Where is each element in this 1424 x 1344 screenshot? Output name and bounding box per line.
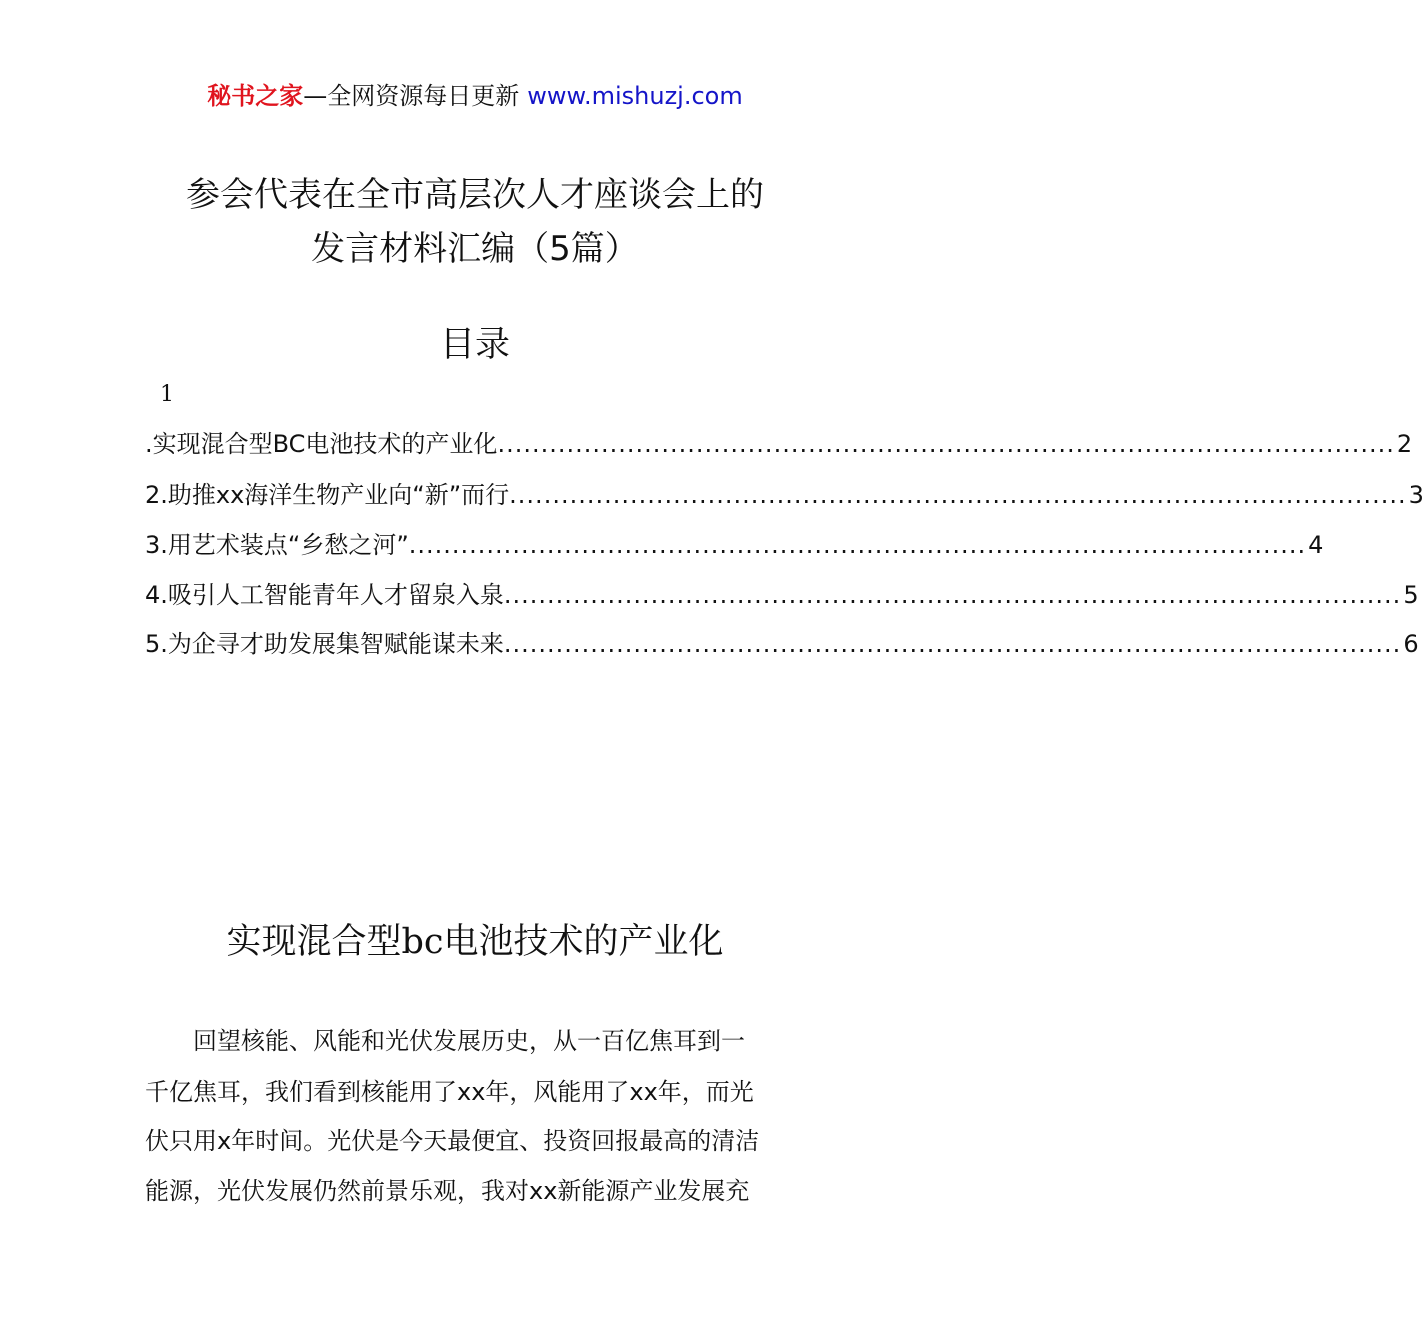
toc-leader-dots: ........................................................................................................ bbox=[408, 531, 1307, 559]
toc-item[interactable] bbox=[145, 423, 1413, 459]
article-title-part: 实现混合型 bbox=[226, 922, 402, 962]
site-slogan: —全网资源每日更新 bbox=[303, 82, 520, 110]
document-title-line-2: 发言材料汇编（5篇） bbox=[311, 229, 639, 269]
body-line: 回望核能、风能和光伏发展历史，从一百亿焦耳到一 bbox=[145, 1027, 745, 1055]
article-title bbox=[0, 918, 950, 966]
body-line: 千亿焦耳，我们看到核能用了xx年，风能用了xx年，而光 bbox=[145, 1078, 754, 1106]
article-title-part: 电池技术的产业化 bbox=[443, 922, 724, 962]
toc-item[interactable] bbox=[145, 524, 1324, 560]
toc-item-page: 5 bbox=[1403, 581, 1419, 609]
toc-leader-dots: ........................................................................................................ bbox=[503, 630, 1402, 658]
toc-item-page: 6 bbox=[1403, 630, 1419, 658]
toc-item-text: 2.助推xx海洋生物产业向“新”而行 bbox=[145, 481, 510, 509]
toc-item-page: 2 bbox=[1396, 430, 1413, 458]
toc-leader-dots: ........................................................................................................ bbox=[497, 430, 1395, 458]
article-title-part: bc bbox=[401, 922, 444, 962]
toc-item[interactable] bbox=[145, 474, 1424, 510]
site-banner bbox=[0, 80, 950, 112]
site-url-link[interactable]: www.mishuzj.com bbox=[527, 82, 743, 110]
site-brand: 秘书之家 bbox=[207, 82, 304, 110]
toc-item-text: .实现混合型BC电池技术的产业化 bbox=[145, 430, 498, 458]
toc-item-page: 4 bbox=[1308, 531, 1324, 559]
toc-item[interactable] bbox=[145, 623, 1419, 659]
toc-heading: 目录 bbox=[439, 325, 510, 365]
toc-item-text: 3.用艺术装点“乡愁之河” bbox=[145, 531, 409, 559]
toc-leader-dots: ........................................................................................................ bbox=[509, 481, 1407, 509]
toc-item-text: 5.为企寻才助发展集智赋能谋未来 bbox=[145, 630, 504, 658]
toc-item[interactable] bbox=[145, 574, 1419, 610]
toc-item-page: 3 bbox=[1408, 481, 1424, 509]
body-line: 能源，光伏发展仍然前景乐观，我对xx新能源产业发展充 bbox=[145, 1177, 750, 1205]
toc-leader-dots: ........................................................................................................ bbox=[503, 581, 1402, 609]
body-line: 伏只用x年时间。光伏是今天最便宜、投资回报最高的清洁 bbox=[145, 1127, 760, 1155]
document-title-line-1: 参会代表在全市高层次人才座谈会上的 bbox=[186, 175, 764, 215]
toc-item-text: 4.吸引人工智能青年人才留泉入泉 bbox=[145, 581, 504, 609]
toc-first-number: 1 bbox=[160, 382, 174, 407]
